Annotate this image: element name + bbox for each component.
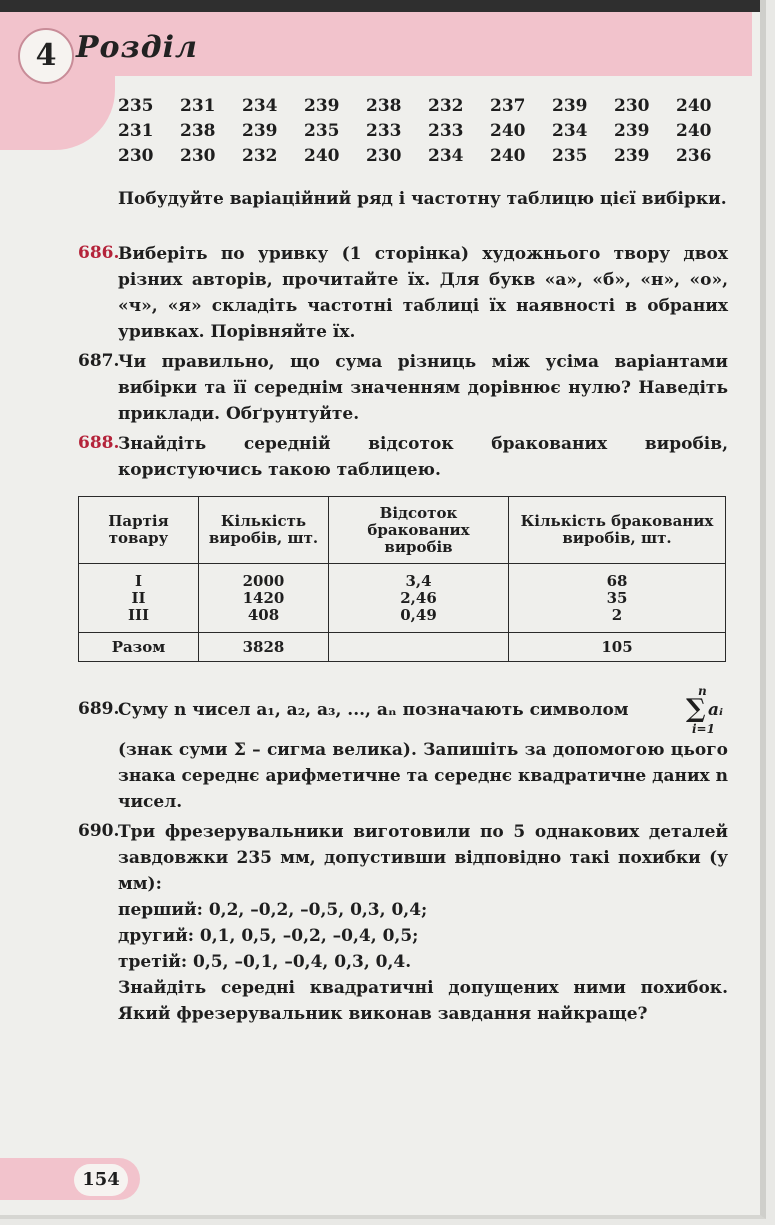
- table-header: Партія товару: [79, 497, 199, 564]
- problem-688-number: 688.: [78, 433, 120, 453]
- problem-690-line1: перший: 0,2, –0,2, –0,5, 0,3, 0,4;: [118, 900, 428, 920]
- number-cell: 230: [366, 146, 402, 166]
- table-total-label: Разом: [79, 633, 199, 662]
- problem-689-text: (знак суми Σ – сигма велика). Запишіть за допомогою цього знака середнє арифметичне та середнє квадратичне даних n чисел.: [118, 740, 728, 812]
- sigma-lower: i=1: [692, 722, 715, 736]
- number-cell: 236: [676, 146, 712, 166]
- number-cell: 234: [428, 146, 464, 166]
- problem-686-number: 686.: [78, 243, 120, 263]
- number-cell: 231: [180, 96, 216, 116]
- number-cell: 240: [676, 121, 712, 141]
- number-cell: 233: [366, 121, 402, 141]
- number-cell: 239: [614, 146, 650, 166]
- chapter-number-badge: 4: [18, 28, 74, 84]
- number-row-2: [118, 121, 738, 141]
- number-row-3: [118, 146, 738, 166]
- problem-690-text: Три фрезерувальники виготовили по 5 однакових деталей завдовжки 235 мм, допустивши відповідно такі похибки (у мм):: [118, 822, 728, 894]
- number-cell: 233: [428, 121, 464, 141]
- problem-690-line3: третій: 0,5, –0,1, –0,4, 0,3, 0,4.: [118, 952, 412, 972]
- number-cell: 232: [242, 146, 278, 166]
- number-cell: 238: [180, 121, 216, 141]
- sigma-upper: n: [698, 684, 707, 698]
- number-cell: 240: [304, 146, 340, 166]
- table-total-defects: 105: [509, 633, 726, 662]
- problem-687-number: 687.: [78, 351, 120, 371]
- number-cell: 234: [552, 121, 588, 141]
- intro-paragraph: Побудуйте варіаційний ряд і частотну таблицю цієї вибірки.: [118, 189, 727, 209]
- number-cell: 235: [552, 146, 588, 166]
- number-cell: 239: [242, 121, 278, 141]
- number-cell: 235: [304, 121, 340, 141]
- table-cell-count: 2000 1420 408: [199, 564, 329, 633]
- table-row: [79, 564, 726, 633]
- table-total-percent: [329, 633, 509, 662]
- table-cell-defects: 68 35 2: [509, 564, 726, 633]
- sigma-formula: [684, 684, 734, 736]
- page-number: 154: [74, 1164, 128, 1196]
- sigma-term: aᵢ: [708, 700, 724, 720]
- number-cell: 230: [118, 146, 154, 166]
- number-row-1: [118, 96, 738, 116]
- table-total-row: [79, 633, 726, 662]
- problem-690-number: 690.: [78, 821, 120, 841]
- table-cell-batch: I II III: [79, 564, 199, 633]
- chapter-title: Розділ: [76, 30, 198, 65]
- number-cell: 239: [304, 96, 340, 116]
- problem-688-text: Знайдіть середній відсоток бракованих виробів, користуючись такою таблицею.: [118, 434, 728, 480]
- table-header: Кількість бракованих виробів, шт.: [509, 497, 726, 564]
- number-cell: 237: [490, 96, 526, 116]
- problem-687-text: Чи правильно, що сума різниць між усіма варіантами вибірки та її середнім значенням дорівнює нулю? Наведіть приклади. Обґрунтуйте.: [118, 352, 728, 424]
- table-total-count: 3828: [199, 633, 329, 662]
- problem-689-number: 689.: [78, 699, 120, 719]
- sigma-symbol: ∑: [686, 694, 706, 724]
- number-cell: 230: [614, 96, 650, 116]
- number-cell: 231: [118, 121, 154, 141]
- problem-689-line1: Суму n чисел a₁, a₂, a₃, ..., aₙ позначають символом: [118, 700, 629, 720]
- defects-table: [78, 496, 726, 662]
- number-cell: 240: [490, 146, 526, 166]
- table-header-row: [79, 497, 726, 564]
- problem-686-text: Виберіть по уривку (1 сторінка) художнього твору двох різних авторів, прочитайте їх. Для букв «а», «б», «н», «о», «ч», «я» складіть частотні таблиці їх наявності в обраних уривках. Порівняйте їх.: [118, 244, 728, 342]
- problem-690-question: Знайдіть середні квадратичні допущених ними похибок. Який фрезерувальник виконав завдання найкраще?: [118, 978, 728, 1024]
- table-cell-percent: 3,4 2,46 0,49: [329, 564, 509, 633]
- number-cell: 235: [118, 96, 154, 116]
- number-cell: 234: [242, 96, 278, 116]
- number-cell: 239: [614, 121, 650, 141]
- table-header: Кількість виробів, шт.: [199, 497, 329, 564]
- number-cell: 230: [180, 146, 216, 166]
- page-top-edge: [0, 0, 760, 12]
- number-cell: 240: [676, 96, 712, 116]
- number-cell: 232: [428, 96, 464, 116]
- number-cell: 238: [366, 96, 402, 116]
- problem-690-line2: другий: 0,1, 0,5, –0,2, –0,4, 0,5;: [118, 926, 419, 946]
- table-header: Відсоток бракованих виробів: [329, 497, 509, 564]
- number-cell: 239: [552, 96, 588, 116]
- number-cell: 240: [490, 121, 526, 141]
